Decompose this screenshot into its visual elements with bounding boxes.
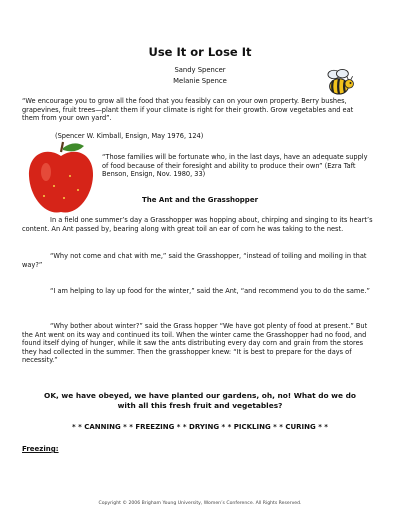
quote-kimball: “We encourage you to grow all the food that you feasibly can on your own property. Berry bushes, grapevines, fruit trees—plant them if your climate is right for their growth. Grow vegetables and eat them from your own yard”. (22, 97, 354, 123)
preservation-methods: * * CANNING * * FREEZING * * DRYING * * PICKLING * * CURING * * (72, 423, 328, 431)
quote-benson: “Those families will be fortunate who, in the last days, have an adequate supply of food because of their foresight and ability to produce their own” (Ezra Taft Benson, Ensign, Nov. 1980, 33) (102, 153, 368, 179)
copyright-footer: Copyright © 2006 Brigham Young University, Women’s Conference. All Rights Reserved. (98, 501, 302, 506)
section-heading: The Ant and the Grasshopper (141, 196, 259, 204)
author-name: Melanie Spence (173, 77, 227, 85)
bee-icon (322, 66, 356, 100)
quote-citation: (Spencer W. Kimball, Ensign, May 1976, 124) (55, 132, 204, 140)
story-paragraph: In a field one summer’s day a Grasshopper was hopping about, chirping and singing to its heart’s content. An Ant passed by, bearing along with great toil an ear of corn he was taking to the nest. (22, 216, 373, 233)
apple-icon (26, 140, 96, 218)
author-name: Sandy Spencer (174, 66, 226, 74)
story-paragraph: “I am helping to lay up food for the winter,” said the Ant, “and recommend you to do the same.” (50, 287, 370, 295)
document-title: Use It or Lose It (148, 45, 252, 59)
story-paragraph: “Why bother about winter?” said the Grass hopper “We have got plenty of food at present.” But the Ant went on its way and continued its toil. When the winter came the Grasshopper had no food, and found itself dying of hunger, while it saw the ants distributing every day corn and grain from the stores they had collected in the summer. Then the grasshopper knew: “It is best to prepare for the days of necessity.” (22, 322, 368, 365)
freezing-heading: Freezing: (22, 445, 59, 453)
story-paragraph: “Why not come and chat with me,” said the Grasshopper, “instead of toiling and moiling in that way?” (22, 252, 367, 269)
question-text: OK, we have obeyed, we have planted our gardens, oh, no! What do we do with all this fresh fruit and vegetables? (44, 391, 356, 410)
